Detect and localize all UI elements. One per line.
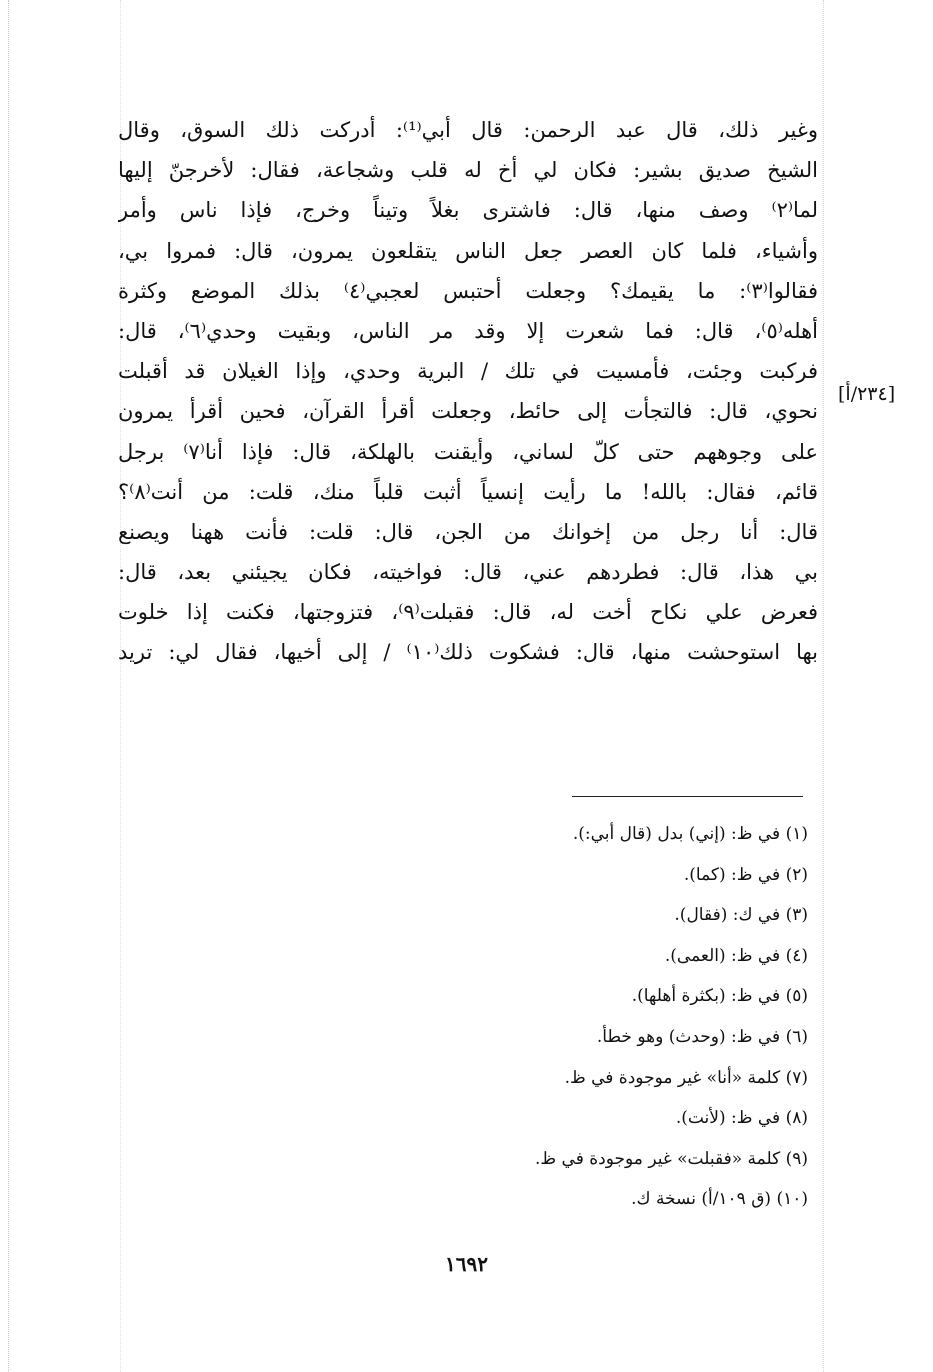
text-line: بي هذا، قال: فطردهم عني، قال: فواخيته، فكان يجيئني بعد، قال: xyxy=(118,560,818,585)
manuscript-folio-marker: [٢٣٤/أ] xyxy=(838,383,896,405)
text-line: لما⁽٢⁾ وصف منها، قال: فاشترى بغلاً وتيناً وخرج، فإذا ناس وأمر xyxy=(118,198,818,223)
footnote: (١٠) (ق ١٠٩/أ) نسخة ك. xyxy=(631,1189,808,1210)
footnote: (٢) في ظ: (كما). xyxy=(683,864,808,885)
text-line: قائم، فقال: بالله! ما رأيت إنسياً أثبت قلباً منك، قلت: من أنت⁽٨⁾؟ xyxy=(118,479,818,504)
footnote: (٨) في ظ: (لأنت). xyxy=(675,1108,808,1129)
text-line: فقالوا⁽٣⁾: ما يقيمك؟ وجعلت أحتبس لعجبي⁽٤⁾ بذلك الموضع وكثرة xyxy=(118,278,818,303)
text-line: وأشياء، فلما كان العصر جعل الناس يتقلعون يمرون، قال: فمروا بي، xyxy=(118,238,818,263)
text-line: أهله⁽٥⁾، قال: فما شعرت إلا وقد مر الناس، وبقيت وحدي⁽٦⁾، قال: xyxy=(118,318,818,343)
text-line: فركبت وجئت، فأمسيت في تلك / البرية وحدي، وإذا الغيلان قد أقبلت xyxy=(118,359,818,384)
scan-artifact-line xyxy=(8,0,9,1372)
footnote: (٧) كلمة «أنا» غير موجودة في ظ. xyxy=(564,1067,808,1088)
scan-artifact-line xyxy=(823,0,824,1372)
footnote: (٦) في ظ: (وحدث) وهو خطأ. xyxy=(596,1026,808,1047)
text-line: الشيخ صديق بشير: فكان لي أخ له قلب وشجاعة، فقال: لأخرجنّ إليها xyxy=(118,158,818,183)
text-line: قال: أنا رجل من إخوانك من الجن، قال: قلت: فأنت ههنا ويصنع xyxy=(118,519,818,544)
footnote: (٥) في ظ: (بكثرة أهلها). xyxy=(631,986,808,1007)
footnote-separator xyxy=(572,796,803,797)
footnote: (٣) في ك: (فقال). xyxy=(674,905,808,926)
footnote: (١) في ظ: (إني) بدل (قال أبي:). xyxy=(572,824,808,844)
main-text-block xyxy=(118,110,818,673)
footnote: (٤) في ظ: (العمى). xyxy=(664,945,808,966)
text-line: وغير ذلك، قال عبد الرحمن: قال أبي⁽¹⁾: أدركت ذلك السوق، وقال xyxy=(118,118,818,142)
text-line: بها استوحشت منها، قال: فشكوت ذلك⁽١٠⁾ / إلى أخيها، فقال لي: تريد xyxy=(118,640,818,665)
page-number: ١٦٩٢ xyxy=(445,1252,488,1276)
footnotes-block xyxy=(400,814,808,1220)
footnote: (٩) كلمة «فقبلت» غير موجودة في ظ. xyxy=(535,1148,808,1169)
text-line: نحوي، قال: فالتجأت إلى حائط، وجعلت أقرأ القرآن، فحين أقرأ يمرون xyxy=(118,399,818,424)
text-line: فعرض علي نكاح أخت له، قال: فقبلت⁽٩⁾، فتزوجتها، فكنت إذا خلوت xyxy=(118,600,818,625)
text-line: على وجوههم حتى كلّ لساني، وأيقنت بالهلكة، قال: فإذا أنا⁽٧⁾ برجل xyxy=(118,439,818,464)
